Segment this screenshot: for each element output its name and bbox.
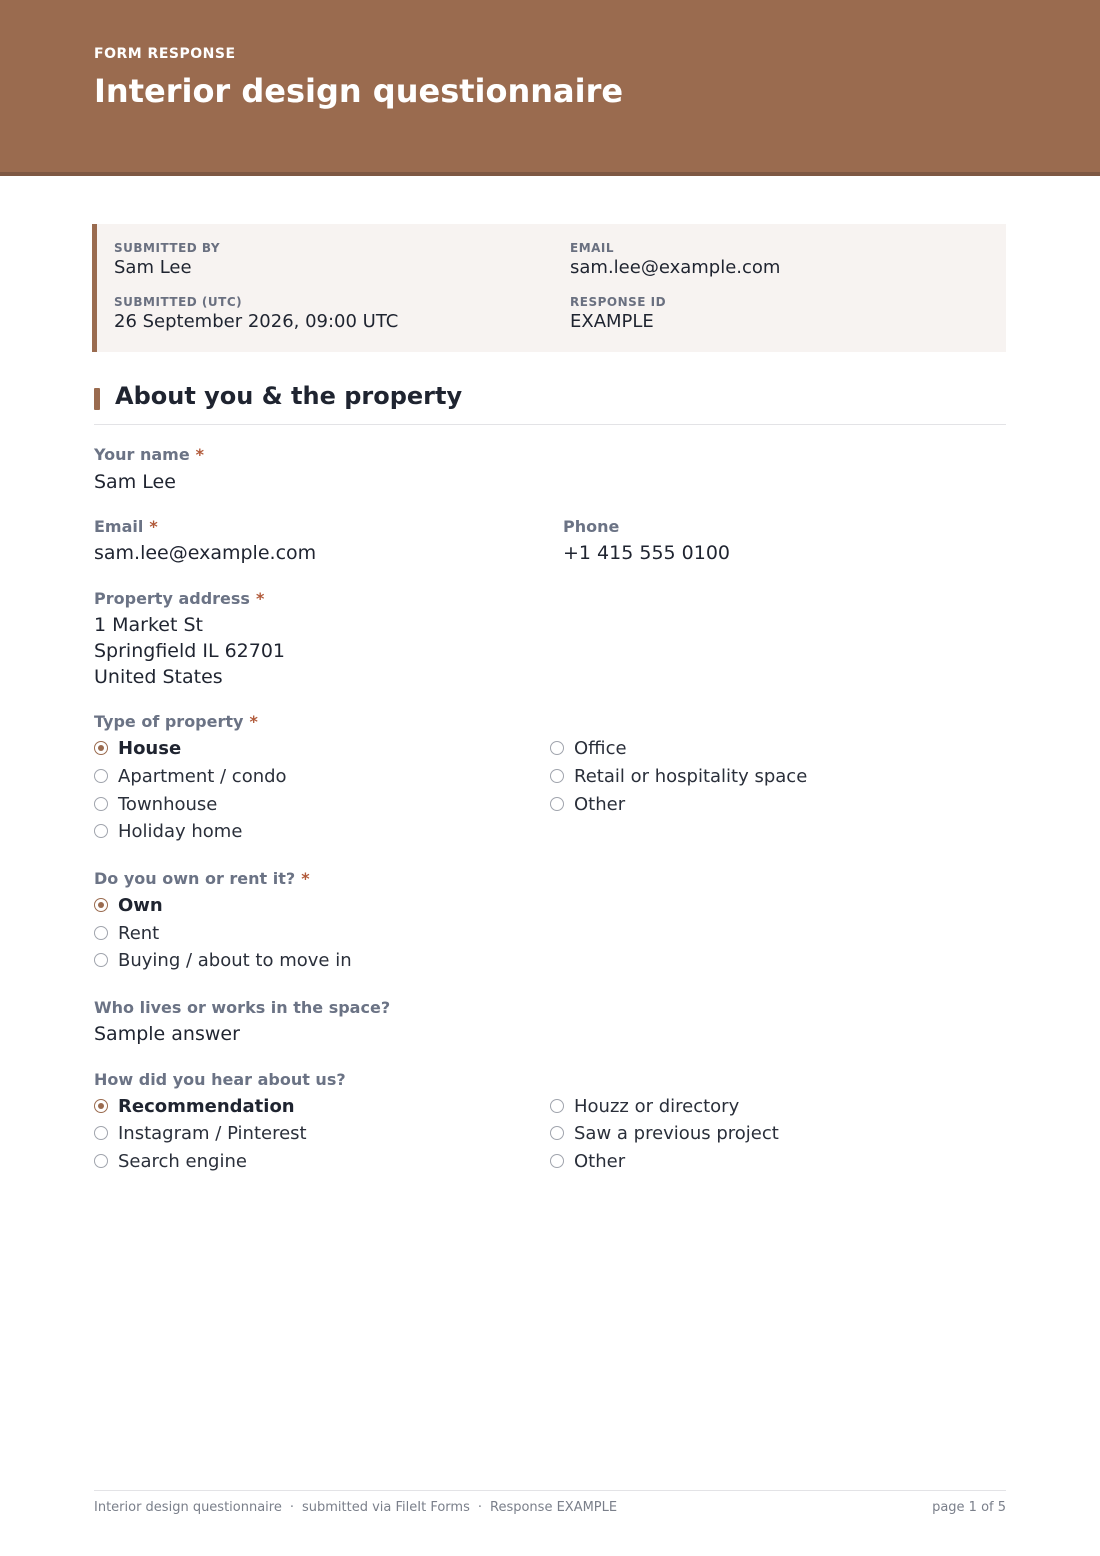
radio-icon[interactable] [550, 741, 564, 755]
label-text: Property address [94, 589, 250, 608]
field-label-occupants [94, 998, 390, 1017]
option-recommendation[interactable] [94, 1092, 295, 1120]
page-footer [94, 1490, 1006, 1521]
meta-label: SUBMITTED BY [114, 241, 221, 255]
meta-submitted-utc [114, 295, 398, 332]
meta-value: sam.lee@example.com [570, 257, 781, 278]
option-label: Buying / about to move in [118, 949, 352, 971]
address-line: Springfield IL 62701 [94, 640, 286, 662]
radio-icon[interactable] [550, 1154, 564, 1168]
header-kicker: FORM RESPONSE [94, 46, 236, 62]
section-accent-bar [94, 388, 100, 410]
radio-selected-icon[interactable] [94, 1099, 108, 1113]
option-label: Search engine [118, 1150, 247, 1172]
option-label: House [118, 737, 182, 759]
radio-icon[interactable] [94, 769, 108, 783]
meta-label: EMAIL [570, 241, 615, 255]
option-label: Other [574, 793, 626, 815]
radio-icon[interactable] [94, 1154, 108, 1168]
option-apartment[interactable] [94, 762, 287, 790]
required-marker: * [195, 445, 205, 464]
option-label: Recommendation [118, 1095, 295, 1117]
option-label: Houzz or directory [574, 1095, 740, 1117]
field-label-own-rent [94, 869, 310, 888]
option-houzz[interactable] [550, 1092, 739, 1120]
field-label-property-type [94, 712, 258, 731]
field-label-phone [563, 517, 619, 536]
footer-form-name: Interior design questionnaire [94, 1500, 282, 1515]
required-marker: * [249, 712, 258, 731]
option-label: Instagram / Pinterest [118, 1122, 307, 1144]
field-value-occupants: Sample answer [94, 1023, 240, 1045]
footer-separator: · [289, 1500, 294, 1515]
submission-meta [92, 224, 1006, 352]
radio-selected-icon[interactable] [94, 741, 108, 755]
radio-icon[interactable] [94, 953, 108, 967]
option-label: Holiday home [118, 820, 243, 842]
option-previous-project[interactable] [550, 1119, 779, 1147]
label-text: Do you own or rent it? [94, 869, 296, 888]
label-text: Email [94, 517, 144, 536]
meta-label: SUBMITTED (UTC) [114, 295, 243, 309]
label-text: Your name [94, 445, 190, 464]
radio-icon[interactable] [94, 824, 108, 838]
header-band [0, 0, 1100, 176]
meta-submitted-by [114, 241, 220, 278]
radio-icon[interactable] [550, 1126, 564, 1140]
option-label: Saw a previous project [574, 1122, 779, 1144]
field-label-address [94, 589, 264, 608]
footer-info [94, 1500, 617, 1515]
option-rent[interactable] [94, 919, 159, 947]
field-label-name [94, 445, 204, 464]
option-label: Apartment / condo [118, 765, 287, 787]
option-search-engine[interactable] [94, 1147, 247, 1175]
option-label: Own [118, 894, 163, 916]
meta-value: Sam Lee [114, 257, 192, 278]
required-marker: * [149, 517, 158, 536]
meta-value: 26 September 2026, 09:00 UTC [114, 311, 399, 332]
required-marker: * [301, 869, 310, 888]
address-line: 1 Market St [94, 614, 203, 636]
field-label-email [94, 517, 158, 536]
option-office[interactable] [550, 734, 627, 762]
radio-icon[interactable] [550, 769, 564, 783]
option-retail[interactable] [550, 762, 807, 790]
option-other-source[interactable] [550, 1147, 625, 1175]
page-title: Interior design questionnaire [94, 72, 624, 110]
label-text: Type of property [94, 712, 244, 731]
footer-response: Response EXAMPLE [490, 1500, 618, 1515]
option-instagram[interactable] [94, 1119, 307, 1147]
option-label: Retail or hospitality space [574, 765, 808, 787]
option-label: Other [574, 1150, 626, 1172]
footer-separator: · [477, 1500, 482, 1515]
field-value-address [94, 612, 285, 690]
meta-label: RESPONSE ID [570, 295, 667, 309]
field-value-email: sam.lee@example.com [94, 542, 317, 564]
field-label-hear-about [94, 1070, 346, 1089]
radio-icon[interactable] [94, 797, 108, 811]
option-holiday-home[interactable] [94, 817, 242, 845]
page-number: page 1 of 5 [932, 1500, 1006, 1515]
radio-icon[interactable] [550, 797, 564, 811]
required-marker: * [255, 589, 265, 608]
field-value-phone: +1 415 555 0100 [563, 542, 731, 564]
label-text: Who lives or works in the space? [94, 998, 391, 1017]
radio-icon[interactable] [94, 926, 108, 940]
option-own[interactable] [94, 891, 163, 919]
radio-selected-icon[interactable] [94, 898, 108, 912]
meta-email [570, 241, 780, 278]
option-label: Office [574, 737, 627, 759]
option-buying[interactable] [94, 946, 352, 974]
label-text: Phone [563, 517, 620, 536]
option-label: Townhouse [118, 793, 218, 815]
radio-icon[interactable] [550, 1099, 564, 1113]
field-value-name: Sam Lee [94, 471, 176, 493]
radio-icon[interactable] [94, 1126, 108, 1140]
label-text: How did you hear about us? [94, 1070, 346, 1089]
meta-value: EXAMPLE [570, 311, 654, 332]
section-heading [94, 382, 1006, 425]
option-townhouse[interactable] [94, 790, 217, 818]
option-label: Rent [118, 922, 160, 944]
section-title: About you & the property [115, 382, 463, 410]
option-house[interactable] [94, 734, 181, 762]
address-line: United States [94, 666, 223, 688]
option-other-property[interactable] [550, 790, 625, 818]
meta-response-id [570, 295, 666, 332]
footer-via: submitted via FileIt Forms [302, 1500, 470, 1515]
